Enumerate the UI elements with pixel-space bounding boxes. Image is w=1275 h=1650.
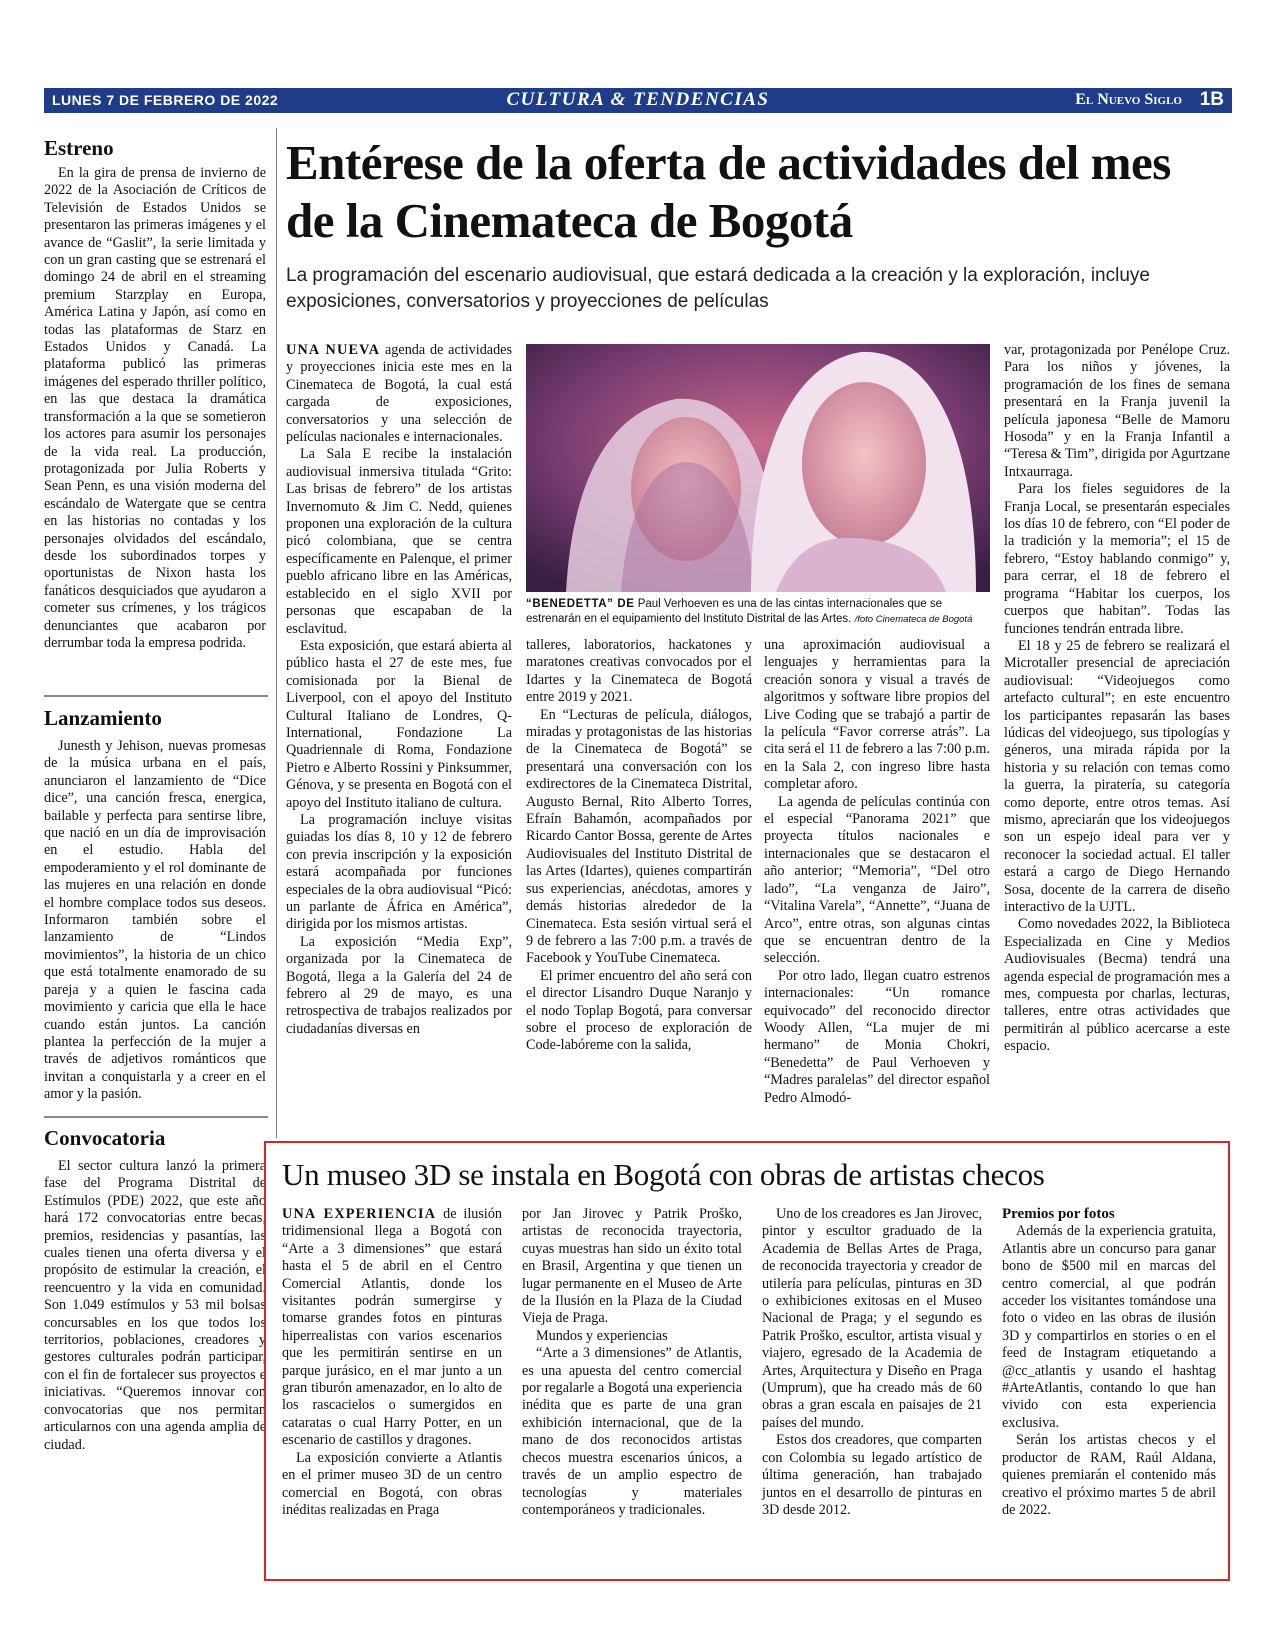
main-col-4-p4: Como novedades 2022, la Biblioteca Especializada en Cine y Medios Audiovisuales (Becma) tendrá una agenda especial de programación mes a mes, compuesta por charlas, lecturas, talleres, entre otras actividades que permitirán al público acercarse a este espacio. [1004,916,1230,1055]
museum-col-3 [762,1206,982,1519]
sidebar-estreno-body [44,165,266,652]
main-col-2-p1: talleres, laboratorios, hackatones y maratones creativas convocados por el Idartes y la Cinemateca de Bogotá entre 2019 y 2021. [526,637,752,706]
main-col-4-p2: Para los fieles seguidores de la Franja Local, se presentarán especiales los días 10 de febrero, con “El poder de la tradición y la memoria”; el 15 de febrero, “Estoy hablando conmigo” y, para cerrar, el 18 de febrero el programa “Habitar los cuerpos, los cuerpos que habitan”. Todas las funciones tendrán entrada libre. [1004,481,1230,637]
section-title: CULTURA & TENDENCIAS [506,89,770,110]
photo-illustration [526,344,990,592]
museum-col-3-p2: Estos dos creadores, que comparten con Colombia su legado artístico de última generación, han trabajado juntos en el desarrollo de pinturas en 3D desde 2012. [762,1432,982,1518]
newspaper-brand: El Nuevo Siglo [1075,91,1182,108]
museum-col-1 [282,1206,502,1519]
main-lead-words: UNA NUEVA [286,342,381,358]
benedetta-photo [526,344,990,592]
sidebar-divider [44,1116,268,1118]
main-col-1-p2: La Sala E recibe la instalación audiovisual inmersiva titulada “Grito: Las brisas de febrero” de los artistas Invernomuto & Jim C. Nedd, quienes proponen una exploración de la cultura picó colombiana, que se centra específicamente en Palenque, el primer pueblo africano libre en las Américas, establecido en el siglo XVII por personas que escapaban de la esclavitud. [286,446,512,637]
main-col-3-p3: Por otro lado, llegan cuatro estrenos internacionales: “Un romance equivocado” del reconocido director Woody Allen, “La mujer de mi hermano” de Monia Chokri, “Benedetta” de Paul Verhoeven y “Madres paralelas” del director español Pedro Almodó- [764,967,990,1106]
main-deck: La programación del escenario audiovisual, que estará dedicada a la creación y la exploración, incluye exposiciones, conversatorios y proyecciones de películas [286,265,1150,312]
main-headline: Entérese de la oferta de actividades del mes de la Cinemateca de Bogotá [286,135,1171,248]
sidebar-convocatoria-title: Convocatoria [44,1126,166,1150]
caption-lead: “BENEDETTA” DE [526,598,635,610]
main-col-1-p5: La exposición “Media Exp”, organizada por la Cinemateca de Bogotá, llega a la Galería del 24 de febrero al 29 de mayo, es una retrospectiva de trabajos realizados por ciudadanías diversas en [286,933,512,1037]
main-col-4 [1004,342,1230,1056]
museum-col-3-p1: Uno de los creadores es Jan Jirovec, pintor y escultor graduado de la Academia de Bellas Artes de Praga, de reconocida trayectoria y creador de utilería para películas, pinturas en 3D o exhibiciones exitosas en el Museo Nacional de Praga; y el segundo es Patrik Proško, escultor, artista visual y viajero, egresado de la Academia de Artes, Arquitectura y Diseño en Praga (Umprum), que ha creado más de 60 obras a gran escala en paisajes de 21 países del mundo. [762,1206,982,1431]
main-col-2 [526,637,752,1055]
column-divider [276,128,277,1138]
main-col-4-p3: El 18 y 25 de febrero se realizará el Microtaller presencial de apreciación audiovisual: “Videojuegos como artefacto cultural”; en este encuentro los participantes repasarán las bases lúdicas del videojuego, sus tipologías y géneros, una mirada rápida por la historia y su relación con temas como la guerra, la piratería, su categoría como deporte, entre otros temas. Así mismo, apreciarán que los videojuegos son un espejo ideal para ver y reconocer la sociedad actual. El taller estará a cargo de Diego Hernando Sosa, docente de la carrera de diseño interactivo de la UJTL. [1004,637,1230,915]
main-col-1-p4: La programación incluye visitas guiadas los días 8, 10 y 12 de febrero con previa inscripción y la exposición estará acompañada por funciones especiales de la obra audiovisual “Picó: un parlante de África en América”, dirigida por los mismos artistas. [286,811,512,933]
sidebar-convocatoria-text: El sector cultura lanzó la primera fase del Programa Distrital de Estímulos (PDE) 2022, que este año hará 172 convocatorias entre becas, premios, residencias y pasantías, las cuales tienen una oferta diversa y el propósito de estimular la creación, el reencuentro y la vida en comunidad. Son 1.049 estímulos y 53 mil bolsas concursables en los que todos los territorios, poblaciones, creadores y gestores culturales podrán participar, con el fin de fortalecer sus proyectos e iniciativas. “Queremos innovar con convocatorias que nos permitan articularnos con una agenda amplia de ciudad. [44,1158,266,1453]
sidebar-estreno-text: En la gira de prensa de invierno de 2022 de la Asociación de Críticos de Televisión de Estados Unidos se presentaron las primeras imágenes y el avance de “Gaslit”, la serie limitada y con un gran casting que se estrenará el domingo 24 de abril en el streaming premium Starzplay en Europa, América Latina y Japón, así como en todas las plataformas de Starz en Estados Unidos y Canadá. La plataforma publicó las primeras imágenes del esperado thriller político, en las que destaca la dramática transformación a la que se sometieron los actores para asumir los personajes de la vida real. La producción, protagonizada por Julia Roberts y Sean Penn, es una visión moderna del escándalo de Watergate que se centra en las historias no contadas y los personajes olvidados del escándalo, desde los subordinados torpes y oportunistas de Nixon hasta los fanáticos desquiciados que ayudaron a cometer sus crímenes, y los trágicos denunciantes que acabaron por derrumbar toda la empresa podrida. [44,165,266,651]
photo-credit: /foto Cinemateca de Bogotá [854,614,973,625]
museum-col-2-p1: por Jan Jirovec y Patrik Proško, artistas de reconocida trayectoria, cuyas muestras han sido un éxito total en Brasil, Argentina y que tienen un lugar permanente en el Museo de Arte de la Ilusión en la Plaza de la Ciudad Vieja de Praga. [522,1206,742,1327]
main-col-1-p1: UNA NUEVA agenda de actividades y proyecciones inicia este mes en la Cinemateca de Bogotá, la cual está cargada de exposiciones, conversatorios y una selección de películas nacionales e internacionales. [286,342,512,446]
main-col-3-p2: La agenda de películas continúa con el especial “Panorama 2021” que proyecta títulos nacionales e internacionales que se destacaron el año anterior; “Memoria”, “Del otro lado”, “La venganza de Jairo”, “Vitalina Varela”, “Annette”, “Juana de Arco”, entre otras, son algunas cintas que se encuentran dentro de la selección. [764,793,990,967]
museum-col-4 [1002,1206,1216,1519]
museum-col-1-p2: La exposición convierte a Atlantis en el primer museo 3D de un centro comercial en Bogotá, con obras inéditas realizadas en Praga [282,1449,502,1518]
main-col-1 [286,342,512,1038]
museum-col-2-p2: “Arte a 3 dimensiones” de Atlantis, es una apuesta del centro comercial por regalarle a Bogotá una experiencia inédita que es parte de una gran exhibición internacional, que de la mano de dos reconocidos artistas checos muestra escenarios únicos, a través de un amplio espectro de tecnologías y materiales contemporáneos y tradicionales. [522,1345,742,1518]
main-col-2-p2: En “Lecturas de película, diálogos, miradas y protagonistas de las historias de la Cinemateca de Bogotá” se presentará una conversación con los exdirectores de la Cinemateca Distrital, Augusto Bernal, Rito Alberto Torres, Efraín Bahamón, acompañados por Ricardo Cantor Bossa, gerente de Artes Audiovisuales del Instituto Distrital de las Artes (Idartes), quienes compartirán sus experiencias, anécdotas, amores y demás historias alrededor de la Cinemateca. Esta sesión virtual será el 9 de febrero a las 7:00 p.m. a través de Facebook y YouTube Cinemateca. [526,706,752,967]
sidebar-lanzamiento-text: Junesth y Jehison, nuevas promesas de la música urbana en el país, anunciaron el lanzamiento de “Dice dice”, una canción fresca, energica, bailable y perfecta para sentirse libre, que nació en un día de improvisación en el estudio. Habla del empoderamiento y el rol dominante de las mujeres en una relación en donde el hombre complace todos sus deseos. Informaron también sobre el lanzamiento de “Lindos movimientos”, la historia de un chico que está totalmente enamorado de su pareja y a quien le fascina cada movimiento y caricia que ella le hace cuando están juntos. La canción plantea la perfección de la mujer a través de adjetivos románticos que invitan a conquistarla y a creer en el amor y la pasión. [44,738,266,1103]
sidebar-lanzamiento-body [44,738,266,1104]
page-number: 1B [1199,89,1224,110]
issue-date: LUNES 7 DE FEBRERO DE 2022 [52,92,279,108]
main-col-3 [764,637,990,1107]
sidebar-divider [44,695,268,697]
museum-col-4-subhead: Premios por fotos [1002,1206,1115,1222]
museum-lead-words: UNA EXPERIENCIA [282,1206,437,1222]
museum-col-4-p2: Serán los artistas checos y el productor de RAM, Raúl Aldana, quienes premiarán el contenido más creativo el próximo martes 5 de abril de 2022. [1002,1432,1216,1518]
sidebar-estreno-title: Estreno [44,136,114,160]
main-col-2-p3: El primer encuentro del año será con el director Lisandro Duque Naranjo y el nodo Toplap Bogotá, para conversar sobre el proceso de exploración de Code-labóreme con la salida, [526,967,752,1054]
main-col-1-p3: Esta exposición, que estará abierta al público hasta el 27 de este mes, fue comisionada por la Bienal de Liverpool, con el apoyo del Instituto Cultural Italiano de Londres, Q-International, Fondazione La Quadriennale di Roma, Fondazione Pietro e Alberto Rossini y Pinksummer, Génova, y se presenta en Bogotá con el apoyo del Instituto italiano de cultura. [286,637,512,811]
sidebar-lanzamiento-title: Lanzamiento [44,706,162,730]
caption-text: Paul Verhoeven es una de las cintas internacionales que se estrenarán en el equipamiento del Instituto Distrital de las Artes. [526,598,943,625]
section-header-bar [44,88,1232,113]
photo-caption [526,597,990,627]
museum-col-1-p1: UNA EXPERIENCIA de ilusión tridimensional llega a Bogotá con “Arte a 3 dimensiones” que estará hasta el 5 de abril en el Centro Comercial Atlantis, donde los visitantes podrán sumergirse y tomarse grandes fotos en pinturas hiperrealistas con varios escenarios que les permitirán sentirse en un parque jurásico, en el mar junto a un gran tiburón amenazador, en lo alto de los rascacielos o sumergidos en cataratas o cual Harry Potter, en un escenario de castillos y dragones. [282,1206,503,1449]
museum-col-4-p1: Además de la experiencia gratuita, Atlantis abre un concurso para ganar bono de $500 mil en marcas del centro comercial, al que podrán acceder los visitantes tomándose una foto o video en las obras de ilusión 3D y compartirlos en stories o en el feed de Instagram etiquetando a @cc_atlantis y usando el hashtag #ArteAtlantis, contando lo que han vivido con esta experiencia exclusiva. [1002,1223,1216,1431]
main-col-3-p1: una aproximación audiovisual a lenguajes y herramientas para la creación sonora y visual a través de algoritmos y software libre propios del Live Coding que se trabajó a partir de la película “Favor correrse atrás”. La cita será el 11 de febrero a las 7:00 p.m. en la Sala 2, con ingreso libre hasta completar aforo. [764,637,990,793]
sidebar-convocatoria-body [44,1158,266,1454]
museum-col-2-subhead: Mundos y experiencias [536,1327,668,1344]
museum-col-2 [522,1206,742,1519]
museum-headline: Un museo 3D se instala en Bogotá con obras de artistas checos [282,1157,1045,1192]
main-col-4-p1: var, protagonizada por Penélope Cruz. Para los niños y jóvenes, la programación de los fines de semana presentará en la Franja juvenil la película japonesa “Belle de Mamoru Hosoda” y en la Franja Infantil a “Teresa & Tim”, dirigida por Agurtzane Intxaurraga. [1004,342,1230,480]
